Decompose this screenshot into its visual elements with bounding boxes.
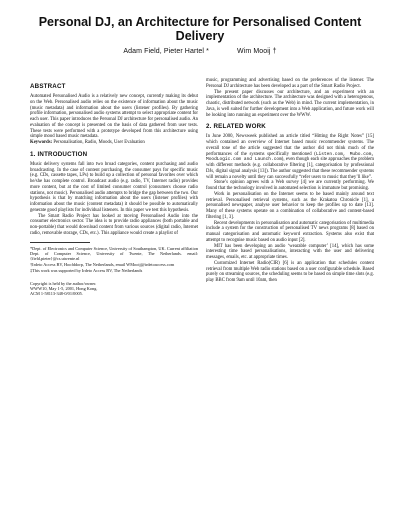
author-group-2: Wim Mooij † bbox=[237, 48, 277, 55]
related-paragraph-1 bbox=[206, 134, 374, 180]
copyright-line-1: Copyright is held by the author/owner. bbox=[30, 280, 97, 286]
related-paragraph-4: Recent developments in personalisation and automatic categorisation of multimedia include a system for the construction of personalised TV news programs [8] based on manual categorisation and automatic keyword extraction. Systems also exist that attempt to recognise music based on audio input [2]. bbox=[206, 220, 374, 243]
copyright-line-2: WWW10, May 1-5, 2001, Hong Kong. bbox=[30, 286, 98, 292]
related-work-heading: 2. RELATED WORK bbox=[206, 123, 266, 131]
footnote-3: ‡This work was supported by Irdeto Access BV, The Netherlands bbox=[30, 267, 143, 273]
related-paragraph-3: Work in personalisation on the Internet seems to be based mainly around text retrieval. Personalised retrieval systems, such as the Krakatoa Chronicle [1], a personalised newspaper, analyse user behavior to keep the profiles up to date [13]. Many of these systems operate on a combination of collaborative and content-based filtering [1, 3]. bbox=[206, 191, 374, 220]
footnote-1: *Dept. of Electronics and Computer Science, University of Southampton, UK. Current affiliation Dept. of Computer Science, University of Twente, The Netherlands. email: {field,pieter}@cs.utwente.nl bbox=[30, 245, 198, 261]
left-column bbox=[30, 78, 198, 508]
related-paragraph-5: MIT has been developing an audio ‘wearable computer’ [14], which has some interesting time based personalisations, interacting with the user and delivering messages, emails, etc. at appropriate times. bbox=[206, 243, 374, 260]
title-line-2: Delivery bbox=[175, 29, 225, 43]
intro-continuation: music, programming and advertising based on the preferences of the listener. The Personal DJ architecture has been developed as a part of the Smart Radio Project. bbox=[206, 78, 374, 89]
related-paragraph-2: Stone’s opinion agrees with a Web survey [4] we are currently performing. We found that the technology involved in automated selection is immature but promising. bbox=[206, 180, 374, 191]
intro-paragraph-3: The present paper discusses our architecture, and an experiment with an implementation of the architecture. The architecture was designed with a heterogenous, chaotic, distributed network (such as the Web) in mind. The current implementation, in Java, is well suited for further development into a Web application, and future work will be looking into running an experiment over the WWW. bbox=[206, 89, 374, 118]
keywords-text: Personalisation, Radio, Moods, User Evaluation bbox=[53, 140, 145, 145]
copyright-line-3: ACM 1-58113-348-0/01/0005. bbox=[30, 291, 83, 297]
title-line-1: Personal DJ, an Architecture for Personalised Content bbox=[38, 15, 362, 29]
author-group-1: Adam Field, Pieter Hartel * bbox=[123, 48, 209, 55]
related-p1-tail: ), even though each site approaches the problem with different methods (e.g. collaborative filtering [1], categorisation by professional DJs, digital signal analysis [13]). The author suggested that these recommender systems will remain a novelty until they can successfully “refer users to music that they’ll like”. bbox=[206, 157, 374, 180]
related-paragraph-6: Customized Internet Radio(CIR) [6] is an application that schedules content retrieval from multiple Web radio stations based on a user configurable schedule. Based purely on streaming sources, the scheduling seems to be based on simple time slots (e.g. play BBC from 9am until 10am, then bbox=[206, 260, 374, 283]
introduction-heading: 1. INTRODUCTION bbox=[30, 150, 88, 158]
footnote-2: †Irdeto Access BV, Hoofddorp, The Netherlands, email WMooij@irdetoaccess.com bbox=[30, 261, 175, 267]
related-p1-text: In June 2000, Newsweek published an article titled “Hitting the Right Notes” [15] which contained an overview of Internet based music recommender systems. The overall tone of the article suggested that the author did not think much of the performances of the systems specifically mentioned ( bbox=[206, 134, 374, 157]
related-p1-sites: Listen.com, Mubo.com, MoodLogic.com and Launch.com bbox=[206, 151, 374, 163]
keywords-line bbox=[30, 140, 198, 146]
footnote-rule bbox=[30, 242, 90, 243]
intro-paragraph-1: Music delivery systems fall into two broad categories, content purchasing and audio broadcasting. In the case of content purchasing, the consumer pays for specific music (e.g. CDs, cassette tapes, LPs) to build up a collection of personal favorites over which he/she has complete control. Broadcast audio (e.g. radio, TV, Internet radio) provides more content, but at the cost of limited consumer control (consumers choose radio stations, not music). Personalised audio attempts to bridge the gap between the two. Our hypothesis is that by matching information about the users (listener profiles) with information about the music (content metadata) it should be possible to automatically generate good playlists for individual listeners. In this paper we test this hypothesis. bbox=[30, 161, 198, 213]
abstract-heading: ABSTRACT bbox=[30, 83, 66, 90]
keywords-label: Keywords: bbox=[30, 140, 53, 145]
intro-paragraph-2: The Smart Radio Project has looked at moving Personalised Audio into the consumer electronics sector. The idea is to provide radio appliances (both portable and non-portable) that would download content from various sources (digital radio, Internet radio, removable storage, CDs, etc.). This appliance would create a playlist of bbox=[30, 213, 198, 236]
abstract-body: Automated Personalised Audio is a relatively new concept, currently making its debut on the Web. Personalised audio relies on the existence of information about the music (music metadata) and information about the users (listener profiles). By gathering profile information, personalised audio systems attempt to select appropriate content for each user. This paper introduces the Personal DJ architecture for personalised audio. An evaluation of the concept is presented on the basis of data gathered from user tests. These tests were performed with a prototype developed from this architecture using simple mood based music metadata. bbox=[30, 94, 198, 140]
copyright-block bbox=[30, 281, 198, 296]
right-column bbox=[206, 20, 374, 510]
